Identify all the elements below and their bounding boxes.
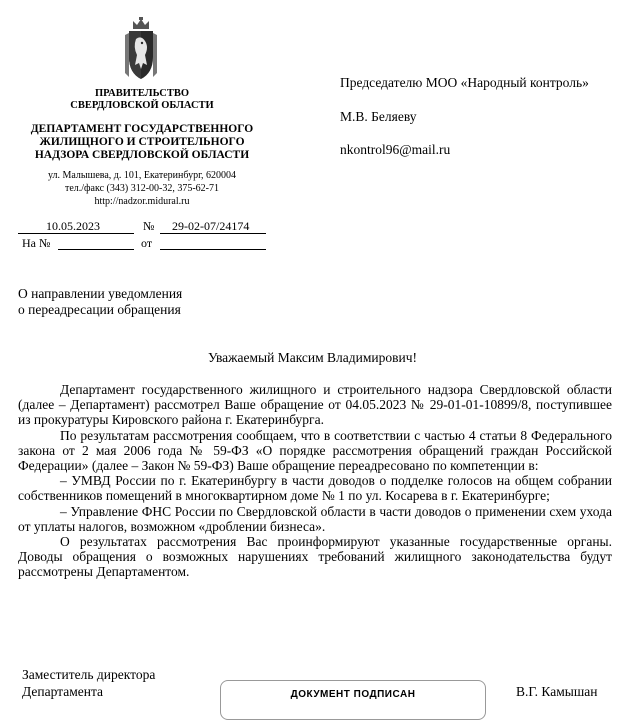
paragraph: Департамент государственного жилищного и строительного надзора Свердловской области (далее – Департамент) рассмотрел Ваше обращение от 04.05.2023 № 29-01-01-10899/8, поступившее из прокуратуры Кировского района г. Екатеринбурга. (18, 382, 612, 428)
reference-date-underline (160, 249, 266, 250)
signatory-position-line-2: Департамента (22, 684, 104, 699)
reference-date-label: от (141, 236, 153, 250)
electronic-signature-stamp (220, 680, 486, 720)
subject-line-1: О направлении уведомления (18, 286, 183, 301)
paragraph: По результатам рассмотрения сообщаем, что в соответствии с частью 4 статьи 8 Федерального закона от 2 мая 2006 года № 59-ФЗ «О порядке рассмотрения обращений граждан Российской Федерации» (далее – Закон № 59-ФЗ) Ваше обращение переадресовано по компетенции в: (18, 427, 612, 474)
signatory-position-line-1: Заместитель директора (22, 667, 156, 682)
org-line-1: ПРАВИТЕЛЬСТВО (94, 88, 190, 99)
greeting: Уважаемый Максим Владимирович! (207, 350, 418, 365)
recipient-name: М.В. Беляеву (340, 109, 417, 124)
reference-number-label: На № (22, 236, 51, 250)
paragraph: – Управление ФНС России по Свердловской области в части доводов о применении схем ухода от уплаты налогов, возможном «дроблении бизнеса». (18, 503, 612, 534)
department-contacts (22, 169, 262, 208)
department-header (22, 123, 262, 162)
letter-body (18, 382, 612, 580)
number-sign: № (143, 219, 155, 233)
phone: тел./факс (343) 312-00-32, 375-62-71 (64, 183, 220, 194)
org-line-2: СВЕРДЛОВСКОЙ ОБЛАСТИ (70, 100, 214, 111)
coat-of-arms-emblem (123, 17, 159, 83)
dept-line-2: ЖИЛИЩНОГО И СТРОИТЕЛЬНОГО (39, 136, 245, 148)
stamp-text: ДОКУМЕНТ ПОДПИСАН (290, 689, 416, 700)
paragraph: О результатах рассмотрения Вас проинформируют указанные государственные органы. Доводы обращения о возможных нарушениях требований жилищного законодательства будут рассмотрены Департаментом. (18, 534, 612, 580)
dept-line-3: НАДЗОРА СВЕРДЛОВСКОЙ ОБЛАСТИ (34, 149, 250, 161)
organization-header (22, 88, 262, 112)
website: http://nadzor.midural.ru (94, 196, 190, 207)
subject-line-2: о переадресации обращения (18, 302, 181, 317)
reference-number-underline (58, 249, 134, 250)
number-underline (160, 233, 266, 234)
date-underline (18, 233, 134, 234)
subject (18, 286, 182, 318)
recipient-title: Председателю МОО «Народный контроль» (340, 75, 589, 90)
recipient-email: nkontrol96@mail.ru (340, 142, 451, 157)
registration-date: 10.05.2023 (46, 219, 100, 233)
registration-number: 29-02-07/24174 (172, 219, 250, 233)
address: ул. Малышева, д. 101, Екатеринбург, 620004 (47, 170, 237, 181)
dept-line-1: ДЕПАРТАМЕНТ ГОСУДАРСТВЕННОГО (30, 123, 254, 135)
signatory-name: В.Г. Камышан (516, 684, 598, 699)
paragraph: – УМВД России по г. Екатеринбургу в части доводов о подделке голосов на общем собрании собственников помещений в многоквартирном доме № 1 по ул. Косарева в г. Екатеринбурге; (18, 473, 612, 504)
